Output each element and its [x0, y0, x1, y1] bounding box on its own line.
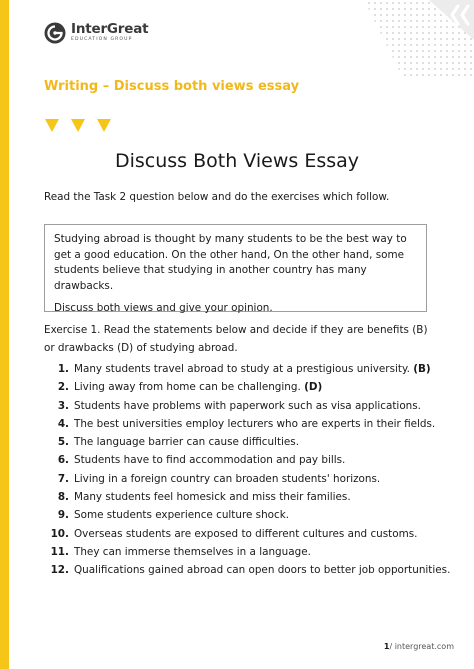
list-item — [44, 543, 450, 561]
item-number: 1. — [57, 363, 69, 375]
list-item — [44, 506, 450, 524]
list-item — [44, 451, 450, 469]
item-text: Many students travel abroad to study at a prestigious university. — [74, 363, 414, 375]
task-question-box — [44, 224, 427, 312]
list-item — [44, 415, 450, 433]
item-number: 2. — [57, 381, 69, 394]
list-item — [44, 397, 450, 415]
brand-tagline: EDUCATION GROUP — [71, 37, 133, 43]
left-accent-stripe — [0, 0, 9, 669]
item-number: 6. — [57, 454, 69, 467]
question-text: Studying abroad is thought by many students to be the best way to get a good education. On the other hand, On the other hand, some students believe that studying in another country has many drawbacks. — [54, 233, 407, 292]
pennant-decoration — [44, 117, 114, 133]
item-number: 9. — [57, 509, 69, 522]
brand-logo — [44, 22, 148, 44]
item-text: Living away from home can be challenging. — [74, 381, 305, 394]
item-text: They can immerse themselves in a language. — [74, 545, 311, 558]
exercise-list — [44, 360, 450, 580]
item-text: Students have problems with paperwork such as visa applications. — [74, 399, 421, 412]
item-number: 5. — [57, 436, 69, 449]
item-text: Some students experience culture shock. — [74, 509, 290, 522]
document-title: Discuss Both Views Essay — [114, 150, 360, 172]
page-number: 1 — [383, 642, 390, 651]
item-number: 7. — [57, 472, 69, 485]
brand-name: InterGreat — [71, 20, 149, 37]
item-number: 3. — [57, 399, 69, 412]
exercise-heading: Exercise 1. Read the statements below and decide if they are benefits (B) or drawbacks (D) of studying abroad. — [44, 324, 428, 354]
item-number: 8. — [57, 491, 69, 504]
item-answer: (D) — [304, 381, 323, 394]
list-item — [44, 525, 450, 543]
item-number: 12. — [50, 564, 69, 577]
item-text: Living in a foreign country can broaden students' horizons. — [74, 472, 381, 485]
page-footer — [384, 642, 454, 651]
item-text: The best universities employ lecturers who are experts in their fields. — [74, 417, 436, 430]
list-item — [44, 488, 450, 506]
intergreat-logo-icon — [44, 22, 66, 44]
list-item — [44, 378, 450, 396]
list-item — [44, 433, 450, 451]
item-text: Students have to find accommodation and pay bills. — [74, 454, 346, 467]
list-item — [44, 360, 450, 378]
footer-site: / intergreat.com — [389, 642, 454, 651]
item-text: Many students feel homesick and miss their families. — [74, 491, 351, 504]
corner-dot-pattern — [324, 0, 474, 80]
item-text: Qualifications gained abroad can open doors to better job opportunities. — [74, 564, 451, 577]
intro-text: Read the Task 2 question below and do the exercises which follow. — [44, 191, 390, 203]
list-item — [44, 561, 450, 579]
section-title: Writing – Discuss both views essay — [44, 79, 300, 94]
question-prompt: Discuss both views and give your opinion. — [54, 302, 273, 314]
list-item — [44, 470, 450, 488]
item-answer: (B) — [413, 363, 431, 375]
item-text: The language barrier can cause difficulties. — [74, 436, 300, 449]
item-number: 10. — [50, 527, 69, 540]
item-number: 11. — [50, 545, 69, 558]
item-number: 4. — [57, 417, 69, 430]
item-text: Overseas students are exposed to different cultures and customs. — [74, 527, 418, 540]
